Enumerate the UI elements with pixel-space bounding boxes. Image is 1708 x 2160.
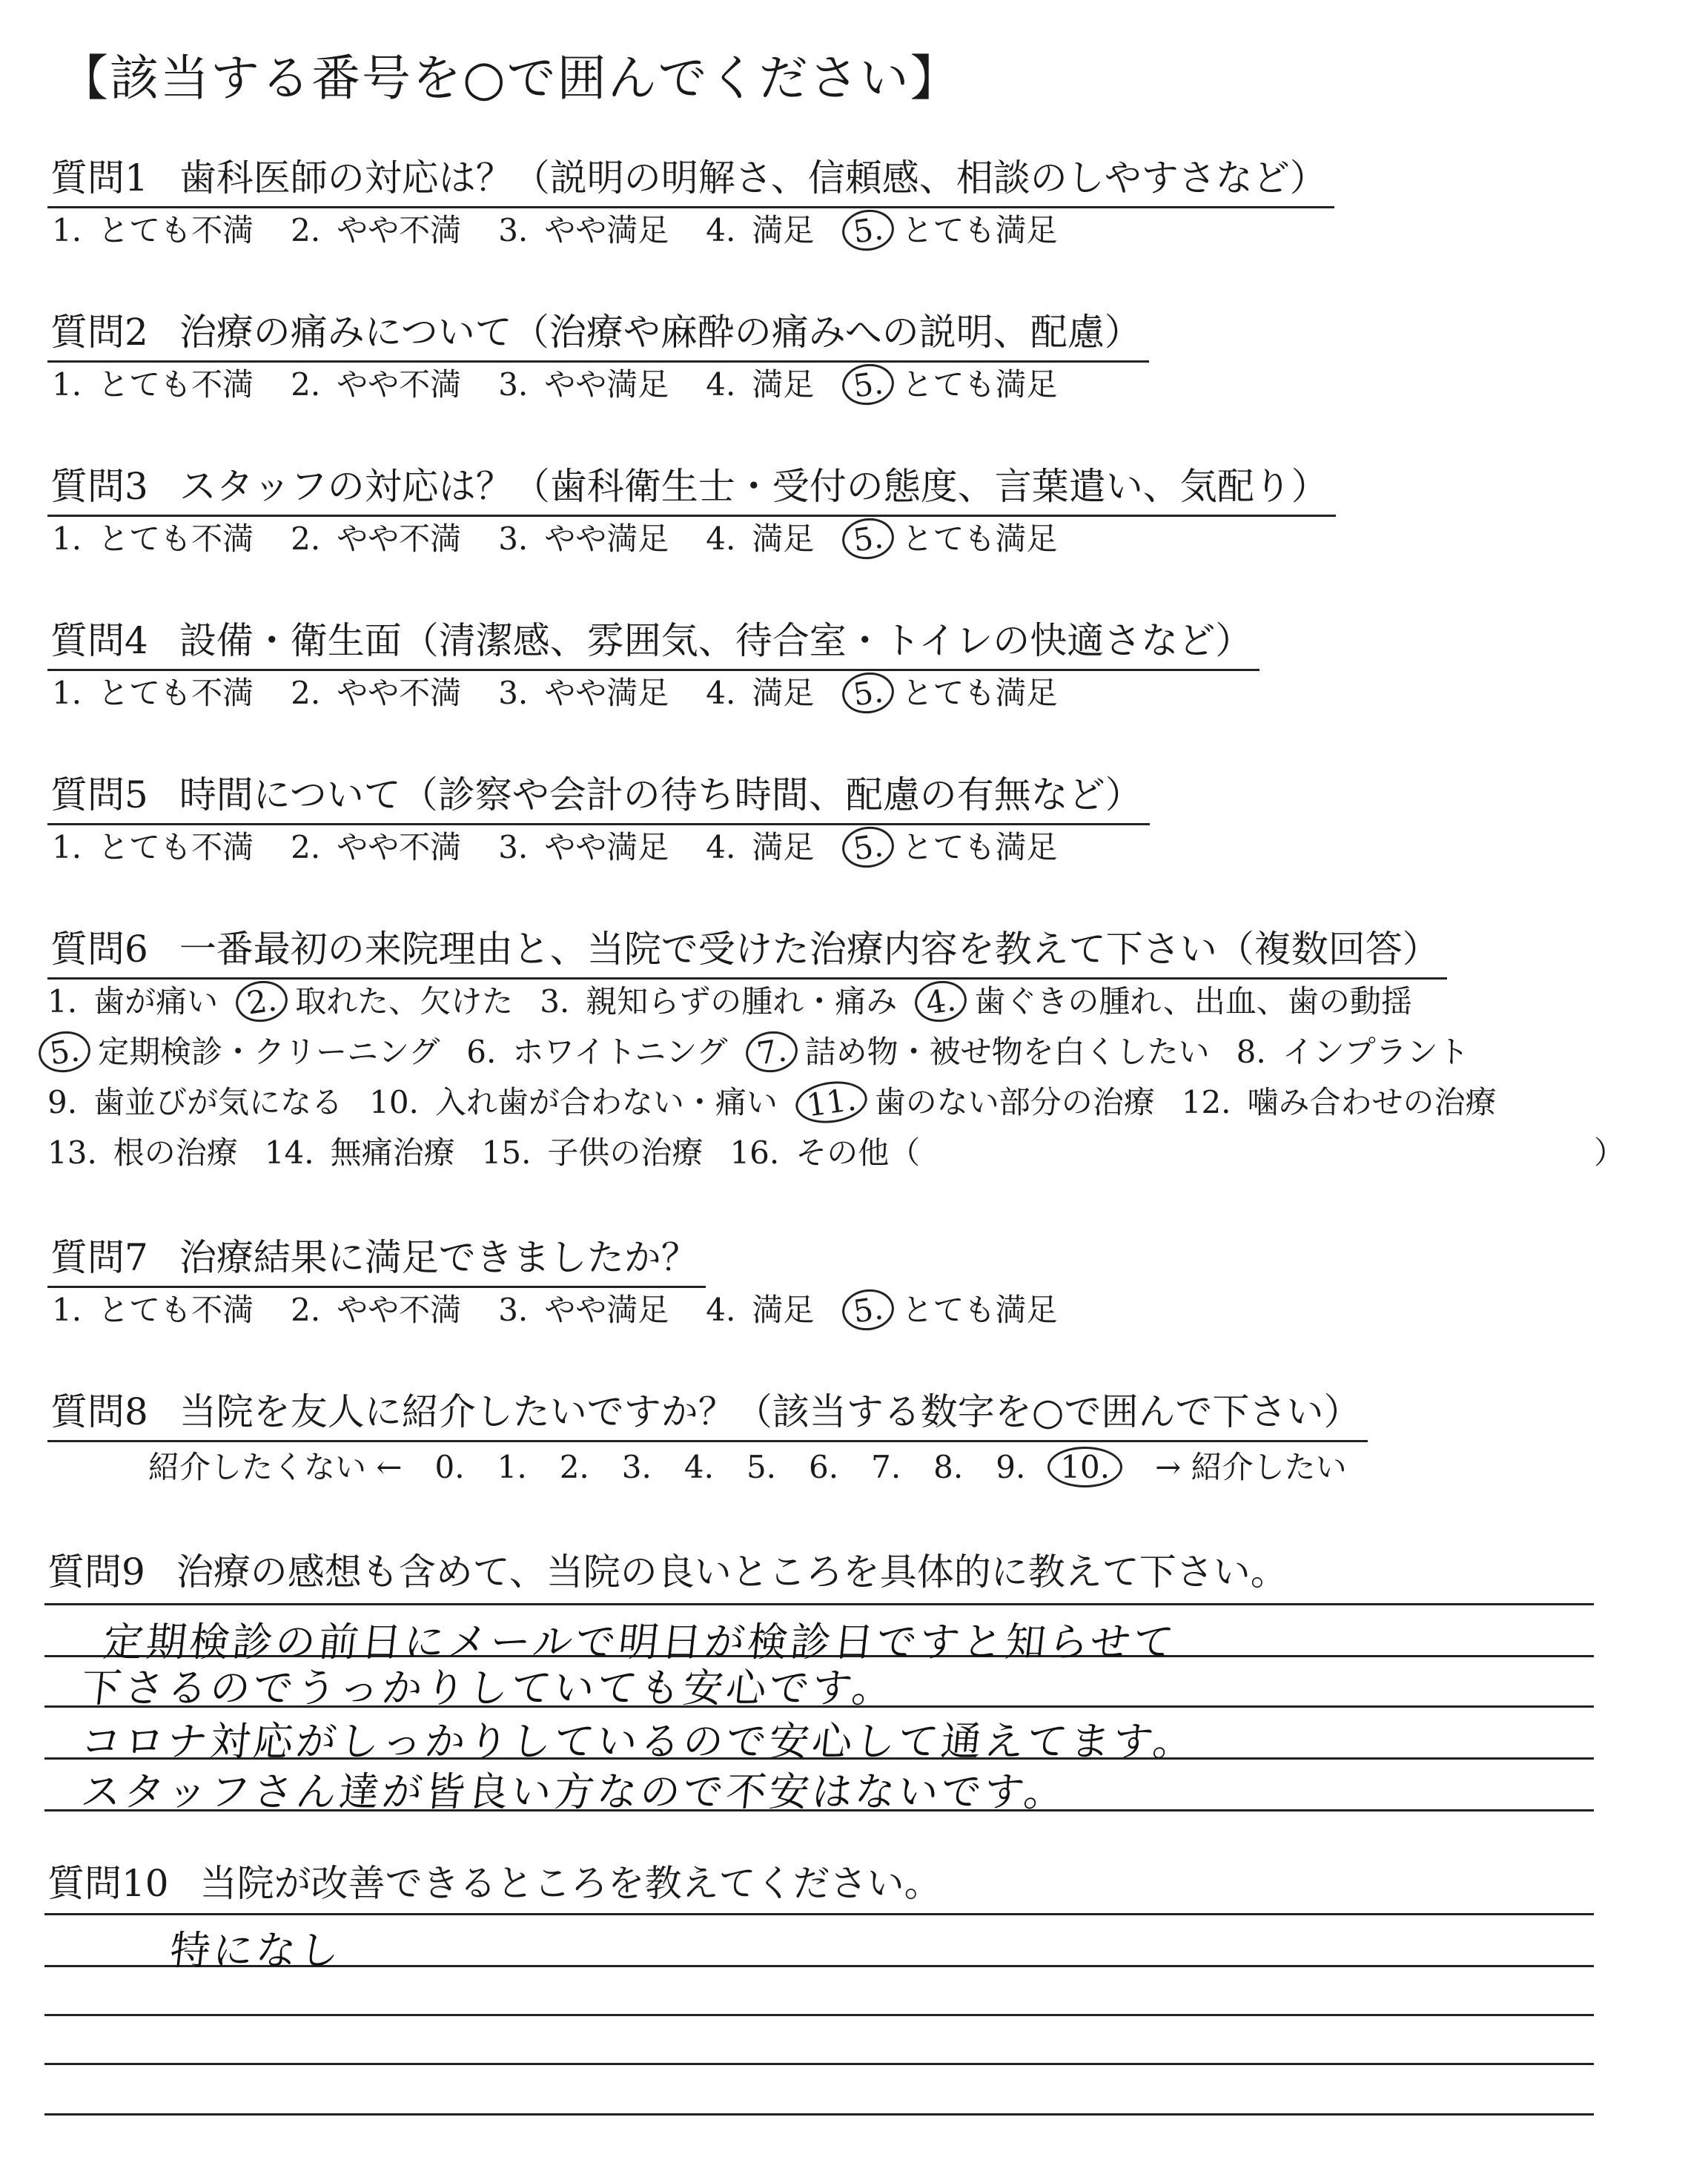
question-1-options[interactable]	[52, 206, 1094, 251]
scale-left-label: 紹介したくない ←	[148, 1449, 403, 1485]
option-label: やや満足	[544, 829, 669, 865]
option-item[interactable]	[851, 669, 1057, 713]
option-item[interactable]	[52, 669, 254, 713]
option-number: 1.	[52, 366, 82, 403]
option-item[interactable]	[706, 669, 814, 713]
option-label: 入れ歯が合わない・痛い	[434, 1084, 778, 1120]
option-number: 4.	[706, 1292, 736, 1328]
option-label: 取れた、欠けた	[295, 983, 514, 1020]
scale-value[interactable]: 3.	[621, 1449, 652, 1485]
option-item[interactable]	[47, 977, 218, 1022]
option-item[interactable]	[1237, 1028, 1469, 1072]
option-item[interactable]	[498, 823, 669, 868]
option-number: 12.	[1181, 1084, 1231, 1120]
option-item[interactable]	[540, 977, 897, 1022]
scale-value[interactable]: 9.	[996, 1449, 1026, 1485]
question-text: 当院を友人に紹介したいですか？（該当する数字を○で囲んで下さい）	[179, 1390, 1361, 1433]
option-number: 8.	[1236, 1034, 1266, 1070]
option-item[interactable]	[729, 1129, 920, 1173]
option-item[interactable]	[291, 669, 461, 713]
option-number: 3.	[498, 675, 529, 711]
option-label: やや満足	[544, 1292, 669, 1328]
option-label: やや満足	[544, 366, 669, 403]
option-number: 4.	[706, 366, 736, 403]
answer-line	[44, 2063, 1594, 2065]
scale-value[interactable]: 0.	[434, 1449, 465, 1485]
option-number: 1.	[52, 829, 82, 865]
question-6-options-row[interactable]	[47, 1129, 947, 1173]
answer-line	[44, 2113, 1594, 2116]
option-number: 3.	[498, 521, 529, 557]
option-number: 1.	[47, 983, 78, 1020]
handwritten-answer[interactable]: 特になし	[168, 1927, 345, 1974]
question-5-options[interactable]	[52, 823, 1094, 868]
option-label: とても満足	[901, 829, 1058, 865]
scale-value[interactable]: 8.	[933, 1449, 964, 1485]
handwritten-answer-line[interactable]: 下さるのでうっかりしていても安心です。	[79, 1665, 898, 1711]
option-item[interactable]	[47, 1028, 440, 1072]
option-item[interactable]	[482, 1129, 704, 1173]
option-label: 満足	[752, 1292, 815, 1328]
option-item[interactable]	[291, 1286, 461, 1330]
handwritten-answer-line[interactable]: 定期検診の前日にメールで明日が検診日ですと知らせて	[101, 1619, 1179, 1665]
question-9-heading	[47, 1542, 1288, 1596]
option-number: 5.	[840, 360, 897, 408]
option-item[interactable]	[245, 977, 513, 1022]
option-label: 満足	[752, 212, 815, 248]
option-item[interactable]	[851, 360, 1057, 405]
option-item[interactable]	[755, 1028, 1210, 1072]
option-item[interactable]	[851, 206, 1057, 251]
option-number: 3.	[498, 1292, 529, 1328]
question-number: 質問1	[50, 156, 148, 199]
option-item[interactable]	[498, 515, 669, 559]
recommend-scale[interactable]	[148, 1443, 1380, 1487]
question-2-heading	[47, 303, 1149, 363]
option-item[interactable]	[706, 360, 814, 405]
option-number: 3.	[498, 366, 529, 403]
option-item[interactable]	[851, 515, 1057, 559]
option-item[interactable]	[47, 1078, 342, 1123]
option-number: 2.	[291, 675, 321, 711]
form-title: 【該当する番号を○で囲んでください】	[59, 50, 961, 107]
option-label: 親知らずの腫れ・痛み	[586, 983, 898, 1020]
option-label: やや不満	[337, 829, 462, 865]
question-number: 質問3	[50, 465, 148, 508]
question-text: 一番最初の来院理由と、当院で受けた治療内容を教えて下さい（複数回答）	[179, 928, 1440, 971]
answer-line	[44, 1913, 1594, 1915]
option-label: 子供の治療	[547, 1135, 704, 1171]
option-label: 満足	[752, 521, 815, 557]
question-text: 治療の感想も含めて、当院の良いところを具体的に教えて下さい。	[176, 1550, 1288, 1593]
option-label: 歯が痛い	[93, 983, 219, 1020]
option-item[interactable]	[291, 206, 461, 251]
option-item[interactable]	[804, 1078, 1155, 1123]
option-number: 1.	[52, 521, 82, 557]
option-number: 1.	[52, 675, 82, 711]
scale-value[interactable]: 1.	[497, 1449, 527, 1485]
option-label: インプラント	[1282, 1034, 1469, 1070]
option-number: 10.	[369, 1084, 419, 1120]
scale-value[interactable]: 7.	[871, 1449, 901, 1485]
option-item[interactable]	[466, 1028, 727, 1072]
scale-value[interactable]: 6.	[809, 1449, 839, 1485]
question-4-heading	[47, 611, 1260, 671]
question-7-heading	[47, 1228, 706, 1288]
question-text: 歯科医師の対応は？（説明の明解さ、信頼感、相談のしやすさなど）	[179, 156, 1327, 199]
option-number: 2.	[291, 829, 321, 865]
option-number: 15.	[481, 1135, 532, 1171]
option-item[interactable]	[498, 206, 669, 251]
option-label: 歯ぐきの腫れ、出血、歯の動揺	[974, 983, 1412, 1020]
option-number: 5.	[36, 1028, 93, 1075]
option-label: やや満足	[544, 212, 669, 248]
option-number: 9.	[47, 1084, 78, 1120]
option-number: 3.	[540, 983, 570, 1020]
option-label: とても不満	[98, 829, 254, 865]
question-8-heading	[47, 1382, 1368, 1442]
question-6-options-row[interactable]	[47, 977, 1439, 1022]
option-label: やや不満	[337, 675, 462, 711]
option-label: とても満足	[901, 212, 1058, 248]
question-text: 設備・衛生面（清潔感、雰囲気、待合室・トイレの快適さなど）	[179, 619, 1253, 662]
option-number: 5.	[840, 515, 897, 562]
option-item[interactable]	[47, 1129, 238, 1173]
handwritten-answer-line[interactable]: スタッフさん達が皆良い方なので不安はないです。	[79, 1768, 1070, 1815]
option-item[interactable]	[706, 1286, 814, 1330]
option-item[interactable]	[369, 1078, 778, 1123]
question-text: 治療結果に満足できましたか？	[179, 1236, 698, 1279]
question-6-options-row[interactable]	[47, 1028, 1496, 1072]
question-3-options[interactable]	[52, 515, 1094, 559]
question-number: 質問5	[50, 773, 148, 816]
scale-right-label: → 紹介したい	[1155, 1449, 1347, 1485]
option-number: 5.	[840, 823, 897, 871]
option-item[interactable]	[851, 823, 1057, 868]
option-item[interactable]	[291, 823, 461, 868]
option-number: 5.	[840, 1286, 897, 1333]
option-label: とても満足	[901, 521, 1058, 557]
option-label: その他（	[795, 1135, 921, 1171]
question-text: 治療の痛みについて（治療や麻酔の痛みへの説明、配慮）	[179, 311, 1142, 354]
question-text: 当院が改善できるところを教えてください。	[199, 1862, 941, 1905]
option-label: とても満足	[901, 366, 1058, 403]
option-number: 1.	[52, 1292, 82, 1328]
option-number: 5.	[840, 669, 897, 716]
question-text: 時間について（診察や会計の待ち時間、配慮の有無など）	[179, 773, 1142, 816]
scale-value[interactable]: 2.	[559, 1449, 589, 1485]
scale-value[interactable]: 10.	[1047, 1447, 1122, 1487]
option-label: やや満足	[544, 675, 669, 711]
question-4-options[interactable]	[52, 669, 1094, 713]
option-item[interactable]	[498, 669, 669, 713]
answer-line	[44, 1603, 1594, 1605]
option-number: 4.	[913, 977, 970, 1025]
question-number: 質問7	[50, 1236, 148, 1279]
question-6-heading	[47, 919, 1447, 980]
option-number: 2.	[291, 521, 321, 557]
question-number: 質問6	[50, 928, 148, 971]
question-5-heading	[47, 765, 1150, 825]
option-number: 2.	[291, 1292, 321, 1328]
question-10-heading	[47, 1854, 941, 1907]
question-text: スタッフの対応は？（歯科衛生士・受付の態度、言葉遣い、気配り）	[179, 465, 1328, 508]
question-number: 質問10	[47, 1862, 169, 1905]
question-1-heading	[47, 148, 1334, 208]
option-label: やや不満	[337, 212, 462, 248]
option-label: 根の治療	[113, 1135, 238, 1171]
question-6-options-row[interactable]	[47, 1078, 1523, 1123]
option-item[interactable]	[706, 206, 814, 251]
option-item[interactable]	[52, 515, 254, 559]
handwritten-answer-line[interactable]: コロナ対応がしっかりしているので安心して通えてます。	[79, 1718, 1199, 1765]
option-number: 16.	[729, 1135, 780, 1171]
option-label: 満足	[752, 829, 815, 865]
option-label: 無痛治療	[330, 1135, 455, 1171]
option-item[interactable]	[291, 515, 461, 559]
option-number: 13.	[47, 1135, 97, 1171]
option-label: とても不満	[98, 675, 254, 711]
question-7-options[interactable]	[52, 1286, 1094, 1330]
option-number: 5.	[840, 206, 897, 254]
option-label: とても不満	[98, 212, 254, 248]
option-label: とても不満	[98, 1292, 254, 1328]
option-number: 11.	[793, 1077, 870, 1128]
option-item[interactable]	[52, 206, 254, 251]
scale-value[interactable]: 4.	[683, 1449, 714, 1485]
option-item[interactable]	[52, 360, 254, 405]
option-item[interactable]	[1182, 1078, 1497, 1123]
option-number: 3.	[498, 212, 529, 248]
option-item[interactable]	[52, 1286, 254, 1330]
option-label: 歯のない部分の治療	[874, 1084, 1155, 1120]
option-number: 4.	[706, 212, 736, 248]
option-item[interactable]	[851, 1286, 1057, 1330]
option-label: 定期検診・クリーニング	[98, 1034, 440, 1070]
option-item[interactable]	[924, 977, 1412, 1022]
option-number: 4.	[706, 675, 736, 711]
option-label: やや不満	[337, 521, 462, 557]
option-number: 4.	[706, 521, 736, 557]
question-number: 質問9	[47, 1550, 145, 1593]
question-2-options[interactable]	[52, 360, 1094, 405]
question-number: 質問4	[50, 619, 148, 662]
option-item[interactable]	[498, 360, 669, 405]
option-label: とても不満	[98, 366, 254, 403]
option-number: 6.	[466, 1034, 497, 1070]
option-number: 2.	[291, 212, 321, 248]
option-item[interactable]	[706, 515, 814, 559]
option-item[interactable]	[265, 1129, 455, 1173]
question-3-heading	[47, 457, 1336, 517]
question-number: 質問2	[50, 311, 148, 354]
question-number: 質問8	[50, 1390, 148, 1433]
scale-value[interactable]: 5.	[746, 1449, 777, 1485]
option-label: 満足	[752, 366, 815, 403]
option-label: 満足	[752, 675, 815, 711]
option-item[interactable]	[498, 1286, 669, 1330]
answer-line	[44, 2014, 1594, 2016]
option-item[interactable]	[706, 823, 814, 868]
option-label: やや不満	[337, 1292, 462, 1328]
option-label: やや満足	[544, 521, 669, 557]
option-number: 1.	[52, 212, 82, 248]
option-label: ホワイトニング	[512, 1034, 728, 1070]
other-close-paren: ）	[1594, 1135, 1626, 1171]
option-number: 14.	[264, 1135, 314, 1171]
option-label: 噛み合わせの治療	[1247, 1084, 1497, 1120]
option-number: 7.	[743, 1028, 800, 1075]
option-number: 2.	[234, 977, 291, 1025]
option-number: 2.	[291, 366, 321, 403]
option-label: とても不満	[98, 521, 254, 557]
option-number: 4.	[706, 829, 736, 865]
option-item[interactable]	[52, 823, 254, 868]
option-label: 歯並びが気になる	[93, 1084, 343, 1120]
option-item[interactable]	[291, 360, 461, 405]
option-number: 3.	[498, 829, 529, 865]
option-label: やや不満	[337, 366, 462, 403]
option-label: とても満足	[901, 1292, 1058, 1328]
option-label: 詰め物・被せ物を白くしたい	[804, 1034, 1210, 1070]
option-label: とても満足	[901, 675, 1058, 711]
